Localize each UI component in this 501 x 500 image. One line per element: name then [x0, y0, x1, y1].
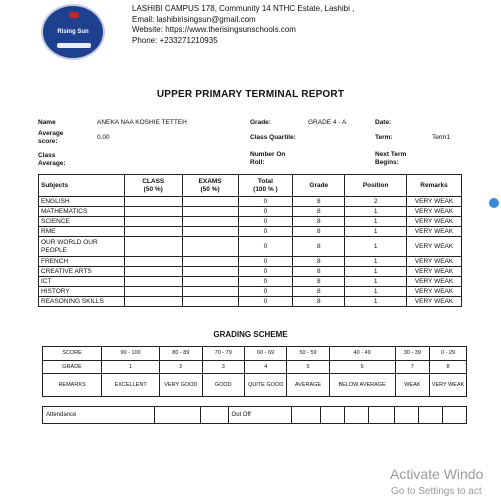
table-row — [39, 197, 462, 207]
cell-class — [124, 287, 182, 297]
cell-grade: 8 — [293, 297, 345, 307]
grade-cell: 7 — [395, 361, 430, 374]
cell-exams — [182, 267, 238, 277]
logo-ribbon-icon — [57, 43, 91, 48]
table-row — [39, 277, 462, 287]
table-row — [39, 257, 462, 267]
out-of-label: Out Off — [228, 407, 292, 424]
cell-remarks: VERY WEAK — [407, 237, 462, 257]
cell-class — [124, 237, 182, 257]
logo-text: Rising Sun — [57, 28, 89, 35]
cell-remarks: VERY WEAK — [407, 297, 462, 307]
cell-grade: 8 — [293, 207, 345, 217]
cell-remarks: VERY WEAK — [407, 277, 462, 287]
table-row — [39, 287, 462, 297]
cell-position: 1 — [345, 297, 407, 307]
cell-position: 1 — [345, 237, 407, 257]
school-website: Website: https://www.therisingsunschools.com — [132, 25, 296, 34]
cell-total: 0 — [238, 267, 293, 277]
score-label: SCORE — [43, 347, 102, 361]
score-cell: 60 - 69 — [244, 347, 286, 361]
school-phone: Phone: +233271210935 — [132, 35, 218, 45]
attendance-table — [42, 406, 467, 424]
remark-cell: QUITE GOOD — [244, 374, 286, 397]
class-quartile-label: Class Quartile: — [250, 134, 296, 141]
grade-cell: 6 — [329, 361, 395, 374]
cell-class — [124, 297, 182, 307]
cell-grade: 8 — [293, 277, 345, 287]
attendance-label: Attendance — [43, 407, 155, 424]
cell-grade: 8 — [293, 217, 345, 227]
attendance-blank-cell — [200, 407, 228, 424]
remarks-row — [43, 374, 467, 397]
next-term-label: Next Term Begins: — [375, 151, 407, 166]
class-average-label: Class Average: — [38, 152, 66, 167]
average-score-value: 0.00 — [97, 134, 110, 141]
report-title: UPPER PRIMARY TERMINAL REPORT — [156, 89, 345, 100]
cell-class — [124, 207, 182, 217]
attendance-blank-cell — [442, 407, 466, 424]
term-value: Term1 — [432, 134, 451, 141]
cell-total: 0 — [238, 227, 293, 237]
cell-total: 0 — [238, 277, 293, 287]
score-cell: 90 - 100 — [102, 347, 160, 361]
cell-position: 1 — [345, 227, 407, 237]
cell-position: 1 — [345, 207, 407, 217]
attendance-blank-cell — [419, 407, 443, 424]
cell-position: 1 — [345, 217, 407, 227]
table-row — [39, 267, 462, 277]
cell-remarks: VERY WEAK — [407, 207, 462, 217]
number-on-roll-label: Number On Roll: — [250, 151, 286, 166]
cell-class — [124, 227, 182, 237]
attendance-value — [154, 407, 200, 424]
cell-position: 1 — [345, 277, 407, 287]
grade-cell: 5 — [287, 361, 329, 374]
score-cell: 70 - 79 — [202, 347, 244, 361]
cell-position: 1 — [345, 257, 407, 267]
school-logo — [41, 4, 105, 60]
grade-value: GRADE 4 - A — [308, 119, 347, 126]
cell-remarks: VERY WEAK — [407, 217, 462, 227]
remark-cell: GOOD — [202, 374, 244, 397]
remark-cell: EXCELLENT — [102, 374, 160, 397]
grade-cell: 1 — [102, 361, 160, 374]
cell-total: 0 — [238, 257, 293, 267]
cell-remarks: VERY WEAK — [407, 257, 462, 267]
header-class: CLASS (50 %) — [124, 175, 182, 197]
attendance-blank-cell — [395, 407, 419, 424]
cell-total: 0 — [238, 217, 293, 227]
score-cell: 30 - 39 — [395, 347, 430, 361]
cell-grade: 8 — [293, 197, 345, 207]
results-header-row — [39, 175, 462, 197]
table-row — [39, 227, 462, 237]
remark-cell: AVERAGE — [287, 374, 329, 397]
name-label: Name — [38, 119, 56, 126]
average-score-label: Average score: — [38, 130, 64, 145]
cell-remarks: VERY WEAK — [407, 227, 462, 237]
remark-cell: BELOW AVERAGE — [329, 374, 395, 397]
grade-cell: 3 — [202, 361, 244, 374]
attendance-blank-cell — [345, 407, 369, 424]
header-remarks: Remarks — [407, 175, 462, 197]
logo-crest-icon — [69, 12, 79, 18]
activation-watermark-subtitle: Go to Settings to act — [391, 486, 482, 497]
cell-exams — [182, 277, 238, 287]
cell-grade: 8 — [293, 287, 345, 297]
remark-cell: VERY WEAK — [430, 374, 467, 397]
cell-exams — [182, 237, 238, 257]
cell-position: 1 — [345, 287, 407, 297]
cell-subject: SCIENCE — [39, 217, 125, 227]
cell-exams — [182, 227, 238, 237]
remarks-row-label: REMARKS — [43, 374, 102, 397]
score-cell: 40 - 49 — [329, 347, 395, 361]
scroll-indicator-icon[interactable] — [489, 198, 499, 208]
cell-grade: 8 — [293, 267, 345, 277]
remark-cell: VERY GOOD — [160, 374, 202, 397]
remark-cell: WEAK — [395, 374, 430, 397]
grade-cell: 2 — [160, 361, 202, 374]
cell-class — [124, 277, 182, 287]
cell-exams — [182, 287, 238, 297]
cell-grade: 8 — [293, 227, 345, 237]
results-table — [38, 174, 462, 307]
attendance-blank-cell — [369, 407, 395, 424]
cell-exams — [182, 207, 238, 217]
header-subjects: Subjects — [39, 175, 125, 197]
header-position: Position — [345, 175, 407, 197]
grade-cell: 8 — [430, 361, 467, 374]
cell-remarks: VERY WEAK — [407, 267, 462, 277]
cell-exams — [182, 257, 238, 267]
table-row — [39, 207, 462, 217]
cell-subject: RME — [39, 227, 125, 237]
cell-subject: REASONING SKILLS — [39, 297, 125, 307]
cell-class — [124, 197, 182, 207]
cell-class — [124, 257, 182, 267]
grade-label: Grade: — [250, 119, 271, 126]
out-of-value — [292, 407, 321, 424]
header-grade: Grade — [293, 175, 345, 197]
cell-class — [124, 267, 182, 277]
date-label: Date: — [375, 119, 392, 126]
score-cell: 80 - 89 — [160, 347, 202, 361]
grade-row — [43, 361, 467, 374]
cell-total: 0 — [238, 237, 293, 257]
cell-class — [124, 217, 182, 227]
score-cell: 0 - 29 — [430, 347, 467, 361]
cell-subject: ICT — [39, 277, 125, 287]
grade-cell: 4 — [244, 361, 286, 374]
cell-grade: 8 — [293, 257, 345, 267]
cell-total: 0 — [238, 197, 293, 207]
cell-position: 1 — [345, 267, 407, 277]
cell-subject: CREATIVE ARTS — [39, 267, 125, 277]
cell-subject: FRENCH — [39, 257, 125, 267]
table-row — [39, 237, 462, 257]
school-header — [132, 4, 354, 46]
cell-position: 2 — [345, 197, 407, 207]
grade-row-label: GRADE — [43, 361, 102, 374]
table-row — [39, 297, 462, 307]
grading-scheme-table — [42, 346, 467, 397]
name-value: ANEKA NAA KOSHIE TETTEH — [97, 119, 187, 126]
cell-grade: 8 — [293, 237, 345, 257]
table-row — [39, 217, 462, 227]
cell-total: 0 — [238, 297, 293, 307]
cell-exams — [182, 217, 238, 227]
score-row — [43, 347, 467, 361]
cell-remarks: VERY WEAK — [407, 287, 462, 297]
cell-total: 0 — [238, 207, 293, 217]
cell-exams — [182, 197, 238, 207]
school-email: Email: lashibirisingsun@gmail.com — [132, 14, 256, 24]
grading-scheme-title: GRADING SCHEME — [213, 330, 288, 339]
attendance-blank-cell — [321, 407, 345, 424]
school-address: LASHIBI CAMPUS 178, Community 14 NTHC Estate, Lashibi , — [132, 4, 355, 13]
activation-watermark-title: Activate Windo — [390, 466, 484, 482]
score-cell: 50 - 59 — [287, 347, 329, 361]
cell-total: 0 — [238, 287, 293, 297]
cell-remarks: VERY WEAK — [407, 197, 462, 207]
header-exams: EXAMS (50 %) — [182, 175, 238, 197]
cell-subject: MATHEMATICS — [39, 207, 125, 217]
term-label: Term: — [375, 134, 393, 141]
cell-subject: HISTORY — [39, 287, 125, 297]
cell-subject: ENGLISH — [39, 197, 125, 207]
attendance-row — [43, 407, 467, 424]
header-total: Total (100 % ) — [238, 175, 293, 197]
cell-exams — [182, 297, 238, 307]
cell-subject: OUR WORLD OUR PEOPLE — [39, 237, 125, 257]
